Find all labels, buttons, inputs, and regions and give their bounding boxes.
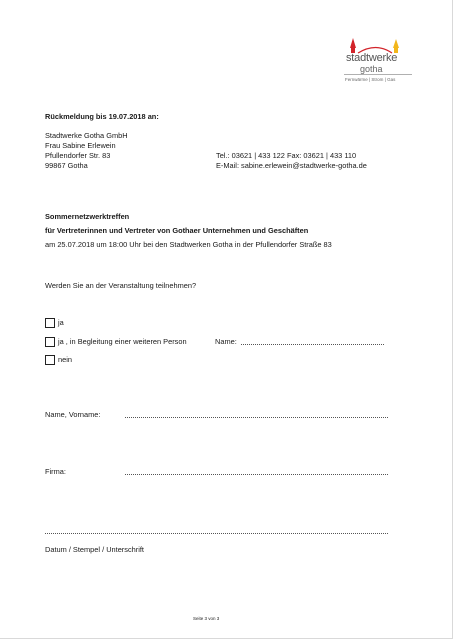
option-yes-companion-label: ja , in Begleitung einer weiteren Person (58, 337, 187, 346)
logo-city: gotha (360, 64, 383, 74)
company-field-label: Firma: (45, 467, 66, 476)
address-line-company: Stadtwerke Gotha GmbH (45, 131, 128, 140)
stadtwerke-logo (338, 36, 416, 86)
name-field-label: Name, Vorname: (45, 410, 101, 419)
name-field[interactable] (125, 417, 388, 418)
event-subtitle: für Vertreterinnen und Vertreter von Gothaer Unternehmen und Geschäften (45, 226, 309, 235)
page-number: Seite 3 von 3 (193, 616, 220, 621)
option-yes-label: ja (58, 318, 64, 327)
attendance-question: Werden Sie an der Veranstaltung teilnehmen? (45, 281, 197, 290)
signature-field-label: Datum / Stempel / Unterschrift (45, 545, 144, 554)
logo-divider (344, 74, 412, 75)
checkbox-no[interactable] (45, 355, 55, 365)
checkbox-yes-companion[interactable] (45, 337, 55, 347)
address-line-street: Pfullendorfer Str. 83 (45, 151, 111, 160)
signature-field[interactable] (45, 533, 388, 534)
address-line-city: 99867 Gotha (45, 161, 88, 170)
reply-heading: Rückmeldung bis 19.07.2018 an: (45, 112, 159, 121)
logo-tagline: Fernwärme | Strom | Gas (345, 77, 396, 82)
contact-phone-fax: Tel.: 03621 | 433 122 Fax: 03621 | 433 110 (216, 151, 357, 160)
event-title: Sommernetzwerktreffen (45, 212, 130, 221)
logo-brand: stadtwerke (346, 52, 398, 64)
event-details: am 25.07.2018 um 18:00 Uhr bei den Stadtwerken Gotha in der Pfullendorfer Straße 83 (45, 240, 332, 249)
companion-name-field[interactable] (241, 344, 384, 345)
address-line-contact: Frau Sabine Erlewein (45, 141, 116, 150)
option-no-label: nein (58, 355, 72, 364)
company-field[interactable] (125, 474, 388, 475)
checkbox-yes[interactable] (45, 318, 55, 328)
contact-email: E-Mail: sabine.erlewein@stadtwerke-gotha.de (216, 161, 367, 170)
companion-name-label: Name: (215, 337, 237, 346)
